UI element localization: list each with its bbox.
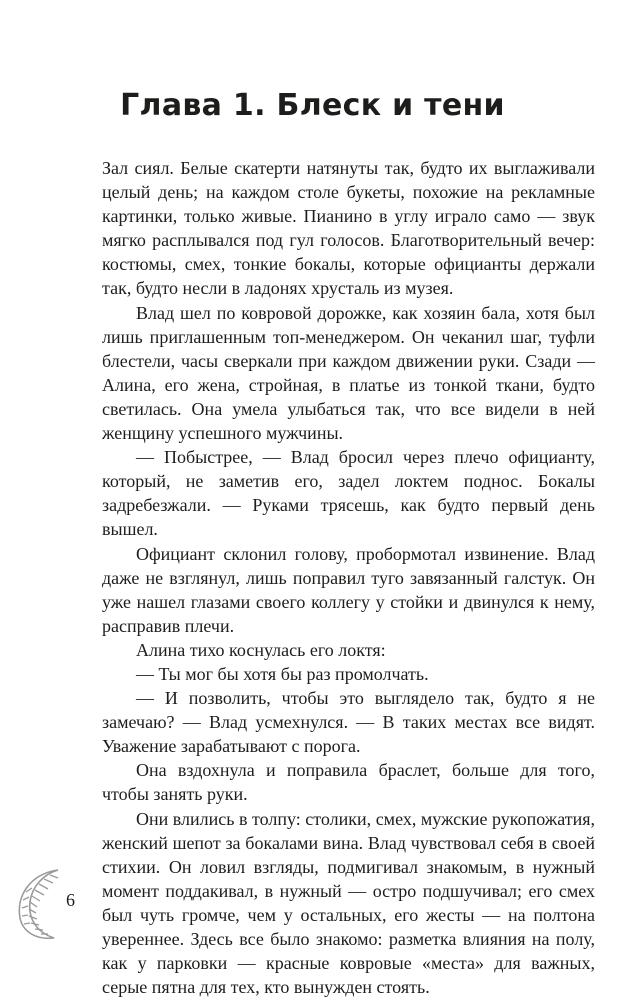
paragraph: — Ты мог бы хотя бы раз промолчать. — [136, 663, 429, 684]
paragraph: — И позволить, чтобы это выглядело так, будто я не замечаю? — Влад усмехнулся. — В таких местах все видят. Уважение зарабатывают с порога. — [102, 688, 595, 757]
paragraph: Влад шел по ковровой дорожке, как хозяин бала, хотя был лишь приглашенным топ-менеджером. Он чеканил шаг, туфли блестели, часы сверкали при каждом движении руки. Сзади — Алина, его жена, стройная, в платье из тонкой ткани, будто светилась. Она умела улыбаться так, что все видели в ней женщину успешного мужчины. — [102, 302, 595, 444]
paragraph: Она вздохнула и поправила браслет, больше для того, чтобы занять руки. — [102, 760, 595, 805]
paragraph: Алина тихо коснулась его локтя: — [136, 639, 386, 660]
page-number: 6 — [66, 890, 75, 910]
body-text — [102, 156, 595, 999]
paragraph: Официант склонил голову, пробормотал извинение. Влад даже не взглянул, лишь поправил туго завязанный галстук. Он уже нашел глазами своего коллегу у стойки и двинулся к нему, расправив плечи. — [102, 543, 595, 636]
chapter-title: Глава 1. Блеск и тени — [120, 88, 505, 123]
paragraph: Зал сиял. Белые скатерти натянуты так, будто их выглаживали целый день; на каждом столе букеты, похожие на рекламные картинки, только живые. Пианино в углу играло само — звук мягко расплывался под гул голосов. Благотворительный вечер: костюмы, смех, тонкие бокалы, которые официанты держали так, будто несли в ладонях хрусталь из музея. — [102, 158, 595, 299]
paragraph: Они влились в толпу: столики, смех, мужские рукопожатия, женский шепот за бокалами вина. Влад чувствовал себя в своей стихии. Он ловил взгляды, подмигивал знакомым, в нужный момент поддакивал, в нужный — остро подшучивал; его смех был чуть громче, чем у остальных, его жесты — на полтона увереннее. Здесь все было знакомо: разметка влияния на полу, как у парковки — красные ковровые «места» для важных, серые пятна для тех, кто вынужден стоять. — [102, 808, 595, 998]
paragraph: — Побыстрее, — Влад бросил через плечо официанту, который, не заметив его, задел локтем поднос. Бокалы задребезжали. — Руками трясешь, как будто первый день вышел. — [102, 447, 595, 540]
